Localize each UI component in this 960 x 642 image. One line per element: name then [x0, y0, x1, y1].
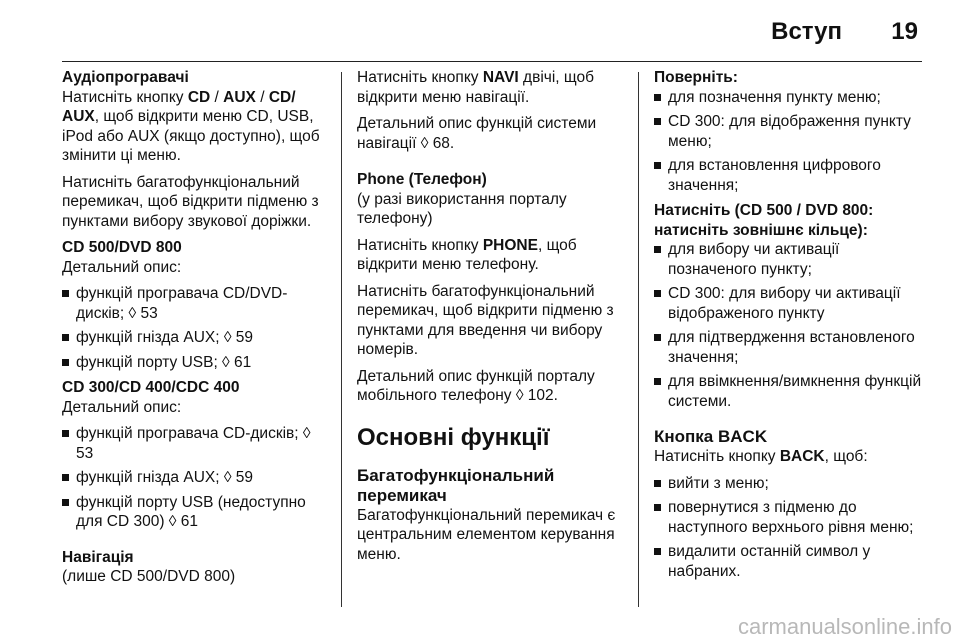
- list-item: CD 300: для вибору чи активації відображеного пункту: [654, 284, 926, 323]
- audio-text-a: Натисніть кнопку: [62, 88, 188, 106]
- column-2: [357, 68, 629, 571]
- list-item: для вибору чи активації позначеного пункту;: [654, 240, 926, 279]
- list-item: для ввімкнення/вимкнення функцій системи.: [654, 372, 926, 411]
- column-divider-2: [638, 72, 639, 607]
- cd500-list: [62, 284, 332, 372]
- column-1: [62, 68, 332, 594]
- multifunction-knob-paragraph: Багатофункціональний перемикач є центральним елементом керування меню.: [357, 506, 616, 563]
- back-text-b: , щоб:: [824, 448, 868, 465]
- list-item: для позначення пункту меню;: [654, 88, 926, 108]
- column-divider-1: [341, 72, 342, 607]
- back-button-heading: Кнопка BACK: [654, 427, 768, 446]
- back-button-label: BACK: [779, 448, 825, 465]
- audio-text-b: , щоб відкрити меню CD, USB, iPod або AUX (якщо доступно), щоб змінити ці меню.: [62, 108, 320, 164]
- navi-text-a: Натисніть кнопку: [357, 69, 483, 86]
- navi-text-b: двічі, щоб відкрити меню навігації.: [357, 69, 594, 106]
- list-item: функцій гнізда AUX; ◊ 59: [62, 328, 332, 348]
- page-header: [0, 0, 960, 60]
- watermark: carmanualsonline.info: [737, 614, 952, 639]
- list-item: функцій програвача CD/DVD-дисків; ◊ 53: [62, 284, 332, 323]
- phone-text-a: Натисніть кнопку: [357, 236, 483, 254]
- navi-paragraph: [357, 68, 629, 107]
- list-item: функцій гнізда AUX; ◊ 59: [62, 468, 332, 488]
- navi-detail: Детальний опис функцій системи навігації ◊ 68.: [357, 115, 597, 152]
- list-item: функцій порту USB; ◊ 61: [62, 353, 332, 373]
- phone-paragraph-3: Детальний опис функцій порталу мобільного телефону ◊ 102.: [357, 367, 595, 404]
- list-item: CD 300: для відображення пункту меню;: [654, 112, 926, 151]
- header-rule: [62, 61, 922, 62]
- slash-separator: /: [210, 88, 224, 106]
- back-paragraph: [654, 447, 926, 467]
- slash-separator-2: /: [255, 88, 269, 106]
- list-item: функцій програвача CD-дисків; ◊ 53: [62, 424, 332, 463]
- cd500-detail: Детальний опис:: [62, 258, 182, 276]
- list-item: для підтвердження встановленого значення;: [654, 328, 926, 367]
- back-list: [654, 474, 926, 582]
- cd500-heading: CD 500/DVD 800: [62, 239, 182, 256]
- phone-heading: Phone (Телефон): [357, 171, 487, 188]
- list-item: вийти з меню;: [654, 474, 926, 494]
- press-list: [654, 240, 926, 411]
- list-item: для встановлення цифрового значення;: [654, 156, 926, 195]
- section-title: Вступ: [771, 18, 842, 45]
- back-text-a: Натисніть кнопку: [654, 448, 780, 465]
- multifunction-knob-heading: Багатофункціональний перемикач: [357, 465, 555, 505]
- cd300-detail: Детальний опис:: [62, 398, 182, 416]
- cd300-list: [62, 424, 332, 532]
- phone-text-b: , щоб відкрити меню телефону.: [357, 236, 577, 273]
- phone-paragraph-2: Натисніть багатофункціональний перемикач, щоб відкрити підменю з пунктами для введення чи вибору номерів.: [357, 282, 614, 358]
- cdaux-button-label: CD/ AUX: [62, 88, 296, 125]
- press-heading: Натисніть (CD 500 / DVD 800: натисніть зовнішнє кільце):: [654, 202, 874, 239]
- navi-button-label: NAVI: [482, 69, 519, 86]
- cd300-heading: CD 300/CD 400/CDC 400: [62, 379, 240, 396]
- basic-functions-heading: Основні функції: [357, 423, 550, 451]
- phone-paragraph: [357, 236, 629, 275]
- column-3: [654, 68, 926, 587]
- navigation-heading: Навігація: [62, 548, 134, 566]
- list-item: функцій порту USB (недоступно для CD 300) ◊ 61: [62, 493, 332, 532]
- list-item: повернутися з підменю до наступного верхнього рівня меню;: [654, 498, 926, 537]
- turn-list: [654, 88, 926, 196]
- phone-note: (у разі використання порталу телефону): [357, 190, 567, 227]
- audio-paragraph-2: Натисніть багатофункціональний перемикач, щоб відкрити підменю з пунктами вибору звукової доріжки.: [62, 173, 319, 230]
- list-item: видалити останній символ у набраних.: [654, 542, 926, 581]
- navigation-note: (лише CD 500/DVD 800): [62, 568, 236, 585]
- aux-button-label: AUX: [223, 88, 256, 106]
- turn-heading: Поверніть:: [654, 69, 738, 86]
- cd-button-label: CD: [187, 88, 211, 106]
- page-number: 19: [891, 18, 918, 45]
- audio-heading: Аудіопрогравачі: [62, 69, 189, 86]
- phone-button-label: PHONE: [482, 236, 538, 254]
- audio-paragraph-1: [62, 88, 332, 166]
